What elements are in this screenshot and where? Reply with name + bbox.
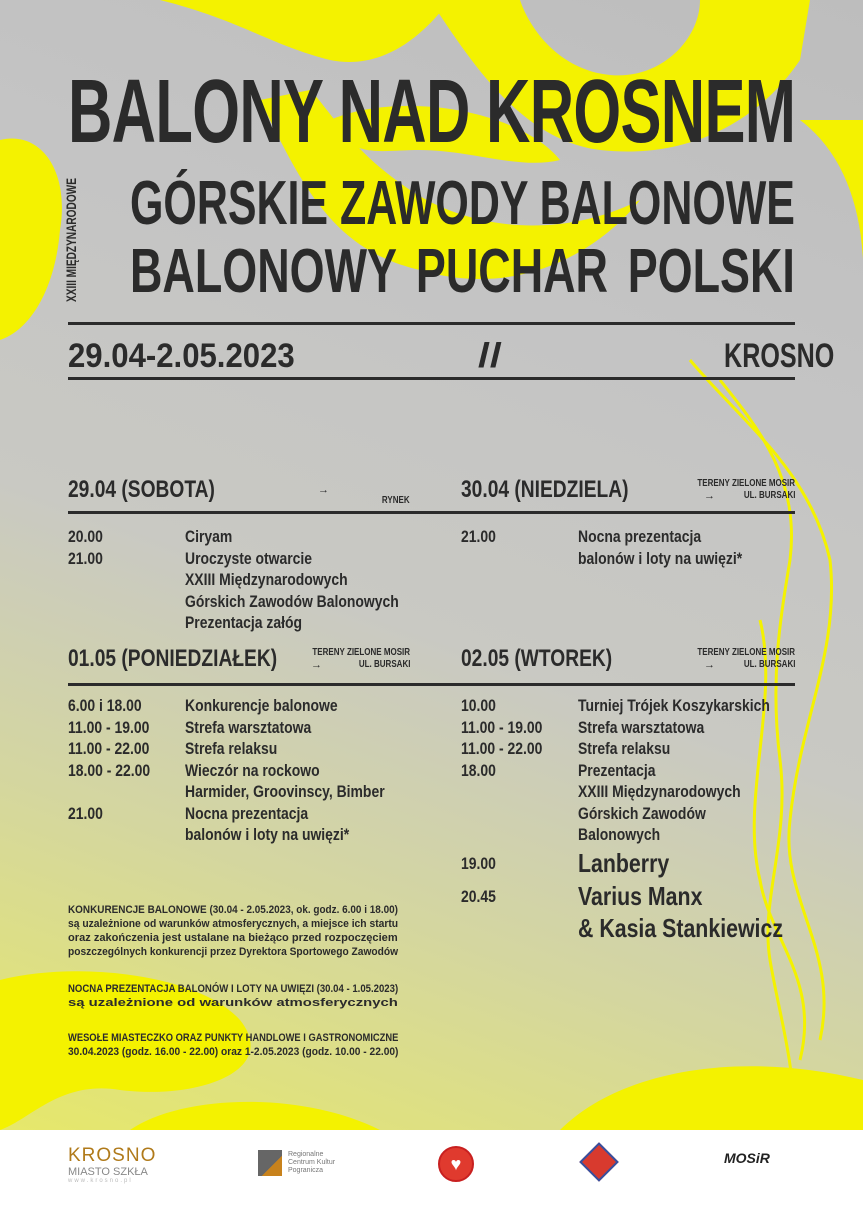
- day-title: 02.05 (WTOREK): [461, 645, 613, 672]
- sponsor-footer: [0, 1130, 863, 1212]
- location-label: TERENY ZIELONE MOSIR: [697, 478, 795, 489]
- subtitle-box-2: [130, 237, 795, 306]
- headliner-name: Lanberry: [578, 848, 670, 878]
- divider: [68, 322, 795, 325]
- event-subtitle-1: GÓRSKIE ZAWODY BALONOWE: [130, 169, 795, 238]
- event-city: KROSNO: [724, 337, 835, 375]
- event-time: 21.00: [68, 803, 103, 823]
- footnote: WESOŁE MIASTECZKO ORAZ PUNKTY HANDLOWE I GASTRONOMICZNE30.04.2023 (godz. 16.00 - 22.00) oraz 1-2.05.2023 (godz. 10.00 - 22.00): [68, 1032, 399, 1058]
- edition-vertical-box: [62, 178, 82, 302]
- divider: [68, 377, 795, 380]
- krosno-logo-tagline: MIASTO SZKŁA: [68, 1166, 148, 1178]
- footnote: NOCNA PREZENTACJA BALONÓW I LOTY NA UWIĘZI (30.04 - 1.05.2023)są uzależnione od warunków atmosferycznych: [68, 983, 399, 1009]
- event-name: Strefa warsztatowa: [185, 717, 312, 737]
- footnote: KONKURENCJE BALONOWE (30.04 - 2.05.2023, ok. godz. 6.00 i 18.00)są uzależnione od warunków atmosferycznych, a miejsce ich startuoraz zakończenia jest ustalane na bieżąco przed rozpoczęciemposzczególnych konkurencji przez Dyrektora Sportowego Zawodów: [68, 904, 399, 958]
- arrow-icon: →: [704, 659, 715, 671]
- event-name: Turniej Trójek Koszykarskich: [578, 696, 770, 715]
- arrow-icon: →: [311, 659, 322, 671]
- event-name: Uroczyste otwarcie XXIII Międzynarodowych Górskich Zawodów Balonowych Prezentacja załóg: [185, 548, 399, 632]
- diamond-cross-logo: [579, 1142, 619, 1182]
- rckp-logo-mark: [258, 1150, 282, 1176]
- location-label: UL. BURSAKI: [743, 659, 795, 670]
- event-time: 21.00: [461, 527, 496, 546]
- event-subtitle-2: BALONOWY PUCHAR POLSKI: [130, 237, 795, 306]
- headliner-time: 19.00: [461, 854, 496, 873]
- krosno-logo-name: KROSNO: [68, 1145, 157, 1166]
- subtitle-box-1: [130, 169, 795, 238]
- location-label: TERENY ZIELONE MOSIR: [697, 647, 795, 658]
- day-title: 30.04 (NIEDZIELA): [461, 476, 629, 503]
- edition-label: XXIII MIĘDZYNARODOWE: [63, 178, 79, 302]
- rckp-logo: [258, 1150, 336, 1176]
- event-time: 11.00 - 19.00: [68, 717, 150, 737]
- mosir-logo: MOSiR: [724, 1150, 770, 1166]
- event-time: 11.00 - 22.00: [68, 739, 150, 758]
- event-name: Nocna prezentacja balonów i loty na uwięzi*: [185, 803, 350, 844]
- location-label: RYNEK: [382, 495, 410, 506]
- event-time: 18.00 - 22.00: [68, 760, 151, 780]
- event-time: 6.00 i 18.00: [68, 696, 142, 715]
- arrow-icon: →: [704, 490, 715, 502]
- day-divider: [461, 683, 795, 686]
- location-label: UL. BURSAKI: [743, 490, 795, 501]
- arrow-icon: →: [318, 484, 329, 496]
- event-name: Strefa relaksu: [185, 739, 278, 758]
- event-name: Strefa relaksu: [578, 739, 671, 758]
- event-name: Ciryam: [185, 527, 233, 546]
- event-name: Strefa warsztatowa: [578, 717, 705, 737]
- event-title-box: [68, 62, 796, 162]
- separator: //: [478, 337, 502, 375]
- event-time: 20.00: [68, 527, 103, 546]
- krosno-logo-url: www.krosno.pl: [68, 1178, 133, 1184]
- location-label: TERENY ZIELONE MOSIR: [312, 647, 410, 658]
- krosno-logo: [68, 1146, 158, 1184]
- event-name: Konkurencje balonowe: [185, 696, 338, 715]
- event-name: Prezentacja XXIII Międzynarodowych Górskich Zawodów Balonowych: [578, 760, 741, 844]
- event-time: 11.00 - 22.00: [461, 739, 543, 758]
- headliner-name: Varius Manx & Kasia Stankiewicz: [578, 881, 783, 943]
- event-time: 18.00: [461, 760, 496, 780]
- event-dates: 29.04-2.05.2023: [68, 337, 295, 375]
- headliner-time: 20.45: [461, 887, 496, 906]
- event-time: 10.00: [461, 696, 496, 715]
- event-time: 21.00: [68, 548, 103, 568]
- day-title: 01.05 (PONIEDZIAŁEK): [68, 645, 278, 672]
- heart-emblem-logo: ♥: [438, 1146, 474, 1182]
- event-name: Wieczór na rockowo Harmider, Groovinscy, Bimber: [185, 760, 385, 801]
- day-divider: [461, 511, 795, 514]
- event-time: 11.00 - 19.00: [461, 717, 543, 737]
- day-title: 29.04 (SOBOTA): [68, 476, 215, 503]
- rckp-logo-text: Regionalne Centrum Kultur Pogranicza: [288, 1151, 336, 1174]
- location-label: UL. BURSAKI: [358, 659, 410, 670]
- event-title: BALONY NAD KROSNEM: [68, 62, 796, 162]
- event-name: Nocna prezentacja balonów i loty na uwięzi*: [578, 527, 743, 568]
